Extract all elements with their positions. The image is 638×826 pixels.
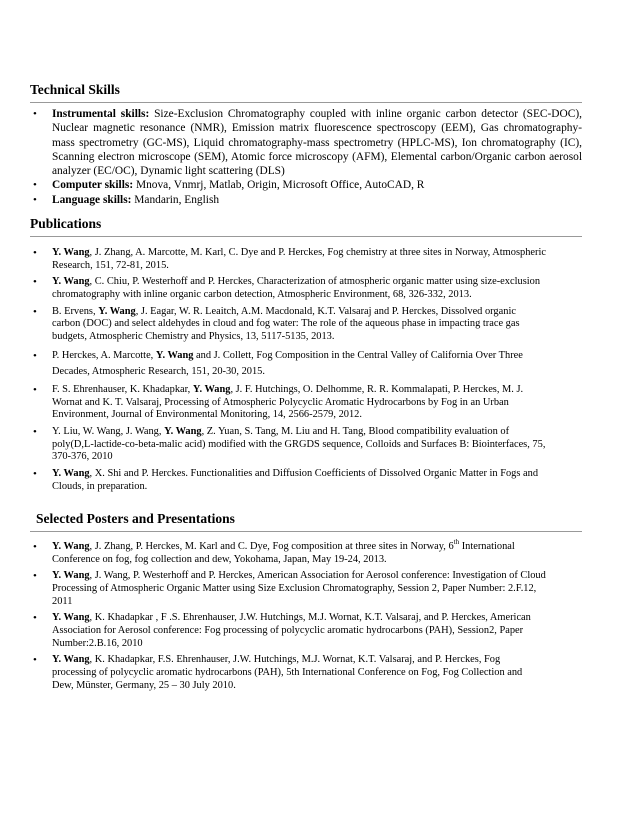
- technical-skills-list: [30, 107, 582, 207]
- authors-before: B. Ervens,: [52, 305, 99, 317]
- citation-text: , J. F. Hutchings, O. Delhomme, R. R. Kommalapati, P. Herckes, M. J. Wornat and K. T. Valsaraj, Processing of Atmospheric Polycyclic Aromatic Hydrocarbons by Fog in an Urban Environment, Journal of Environmental Monitoring, 14, 2566-2579, 2012.: [52, 383, 524, 421]
- list-item: [30, 612, 582, 650]
- list-item: [30, 178, 582, 192]
- list-item: [30, 654, 582, 692]
- skill-text: Mnova, Vnmrj, Matlab, Origin, Microsoft Office, AutoCAD, R: [133, 179, 425, 192]
- list-item: [30, 193, 582, 207]
- list-item: [30, 570, 582, 608]
- list-item: [30, 426, 582, 464]
- posters-heading: Selected Posters and Presentations: [30, 511, 582, 532]
- skill-text: Mandarin, English: [131, 193, 220, 206]
- publications-section: [30, 216, 582, 493]
- highlighted-author: Y. Wang: [52, 570, 90, 582]
- citation-text: , K. Khadapkar , F .S. Ehrenhauser, J.W. Hutchings, M.J. Wornat, K.T. Valsaraj, and P. Herckes, American Association for Aerosol conference: Fog processing of polycyclic aromatic hydrocarbons (PAH), Session2, Paper Number:2.B.16, 2010: [52, 612, 531, 649]
- highlighted-author: Y. Wang: [52, 541, 90, 553]
- citation-text: , X. Shi and P. Herckes. Functionalities and Diffusion Coefficients of Dissolved Organic Matter in Fogs and Clouds, in preparation.: [52, 467, 539, 492]
- technical-skills-heading: Technical Skills: [30, 82, 582, 103]
- citation-text: , C. Chiu, P. Westerhoff and P. Herckes, Characterization of atmospheric organic matter using size-exclusion chromatography with inline organic carbon detection, Atmospheric Environment, 68, 326-332, 2013.: [52, 276, 541, 301]
- publications-heading: Publications: [30, 216, 582, 237]
- list-item: [30, 348, 582, 380]
- list-item: [30, 306, 582, 344]
- highlighted-author: Y. Wang: [52, 276, 90, 288]
- skill-label: Computer skills:: [52, 179, 134, 192]
- resume-page: [30, 82, 582, 696]
- highlighted-author: Y. Wang: [52, 612, 90, 624]
- authors-before: Y. Liu, W. Wang, J. Wang,: [52, 425, 165, 437]
- list-item: [30, 384, 582, 422]
- technical-skills-section: [30, 82, 582, 207]
- citation-text: and J. Collett, Fog Composition in the Central Valley of California Over Three Decades, Atmospheric Research, 151, 20-30, 2015.: [52, 349, 523, 377]
- highlighted-author: Y. Wang: [52, 467, 90, 479]
- citation-text: , Z. Yuan, S. Tang, M. Liu and H. Tang, Blood compatibility evaluation of poly(D,L-lactide-co-beta-malic acid) modified with the GRGDS sequence, Colloids and Surfaces B: Biointerfaces, 75, 370-376, 2010: [52, 425, 546, 463]
- highlighted-author: Y. Wang: [164, 425, 202, 437]
- list-item: [30, 276, 582, 301]
- skill-text: Size-Exclusion Chromatography coupled with inline organic carbon detector (SEC-DOC), Nuclear magnetic resonance (NMR), Emission matrix fluorescence spectroscopy (EEM), Gas chromatography- mass spectrometry (GC-MS), Liquid chromatography-mass spectrometry (HPLC-MS), Ion chromatography (IC), Scanning electron microscope (SEM), Atomic force microscopy (AFM), Elemental carbon/Organic carbon aerosol analyzer (EC/OC), Dynamic light scattering (DLS): [52, 108, 582, 178]
- authors-before: F. S. Ehrenhauser, K. Khadapkar,: [52, 383, 193, 395]
- citation-text-continued: International Conference on fog, fog collection and dew, Yokohama, Japan, May 19-24, 2013.: [52, 541, 515, 565]
- list-item: [30, 107, 582, 178]
- skill-label: Language skills:: [52, 193, 132, 206]
- highlighted-author: Y. Wang: [52, 654, 90, 666]
- posters-section: [30, 511, 582, 692]
- highlighted-author: Y. Wang: [98, 305, 136, 317]
- list-item: [30, 468, 582, 493]
- superscript: th: [453, 538, 460, 547]
- citation-text: , J. Wang, P. Westerhoff and P. Herckes, American Association for Aerosol conference: Investigation of Cloud Processing of Atmospheric Organic Matter using Size Exclusion Chromatography, Session 2, Paper Number: 2.F.12, 2011: [52, 570, 546, 607]
- citation-text: , J. Zhang, A. Marcotte, M. Karl, C. Dye and P. Herckes, Fog chemistry at three sites in Norway, Atmospheric Research, 151, 72-81, 2015.: [52, 247, 546, 271]
- publications-list: [30, 247, 582, 493]
- posters-list: [30, 538, 582, 692]
- authors-before: P. Herckes, A. Marcotte,: [52, 349, 156, 361]
- highlighted-author: Y. Wang: [192, 383, 231, 395]
- citation-text: , J. Zhang, P. Herckes, M. Karl and C. Dye, Fog composition at three sites in Norway, 6: [89, 541, 454, 553]
- highlighted-author: Y. Wang: [52, 247, 90, 259]
- skill-label: Instrumental skills:: [52, 108, 150, 120]
- list-item: [30, 247, 582, 272]
- highlighted-author: Y. Wang: [155, 349, 194, 361]
- citation-text: , J. Eagar, W. R. Leaitch, A.M. Macdonald, K.T. Valsaraj and P. Herckes, Dissolved organic carbon (DOC) and select aldehydes in cloud and fog water: The role of the aqueous phase in impacting trace gas budgets, Atmospheric Chemistry and Physics, 13, 5117-5135, 2013.: [52, 305, 520, 343]
- list-item: [30, 538, 582, 566]
- citation-text: , K. Khadapkar, F.S. Ehrenhauser, J.W. Hutchings, M.J. Wornat, K.T. Valsaraj, and P. Herckes, Fog processing of polycyclic aromatic hydrocarbons (PAH), 5th International Conference on Fog, Fog Collection and Dew, Münster, Germany, 25 – 30 July 2010.: [52, 654, 523, 691]
